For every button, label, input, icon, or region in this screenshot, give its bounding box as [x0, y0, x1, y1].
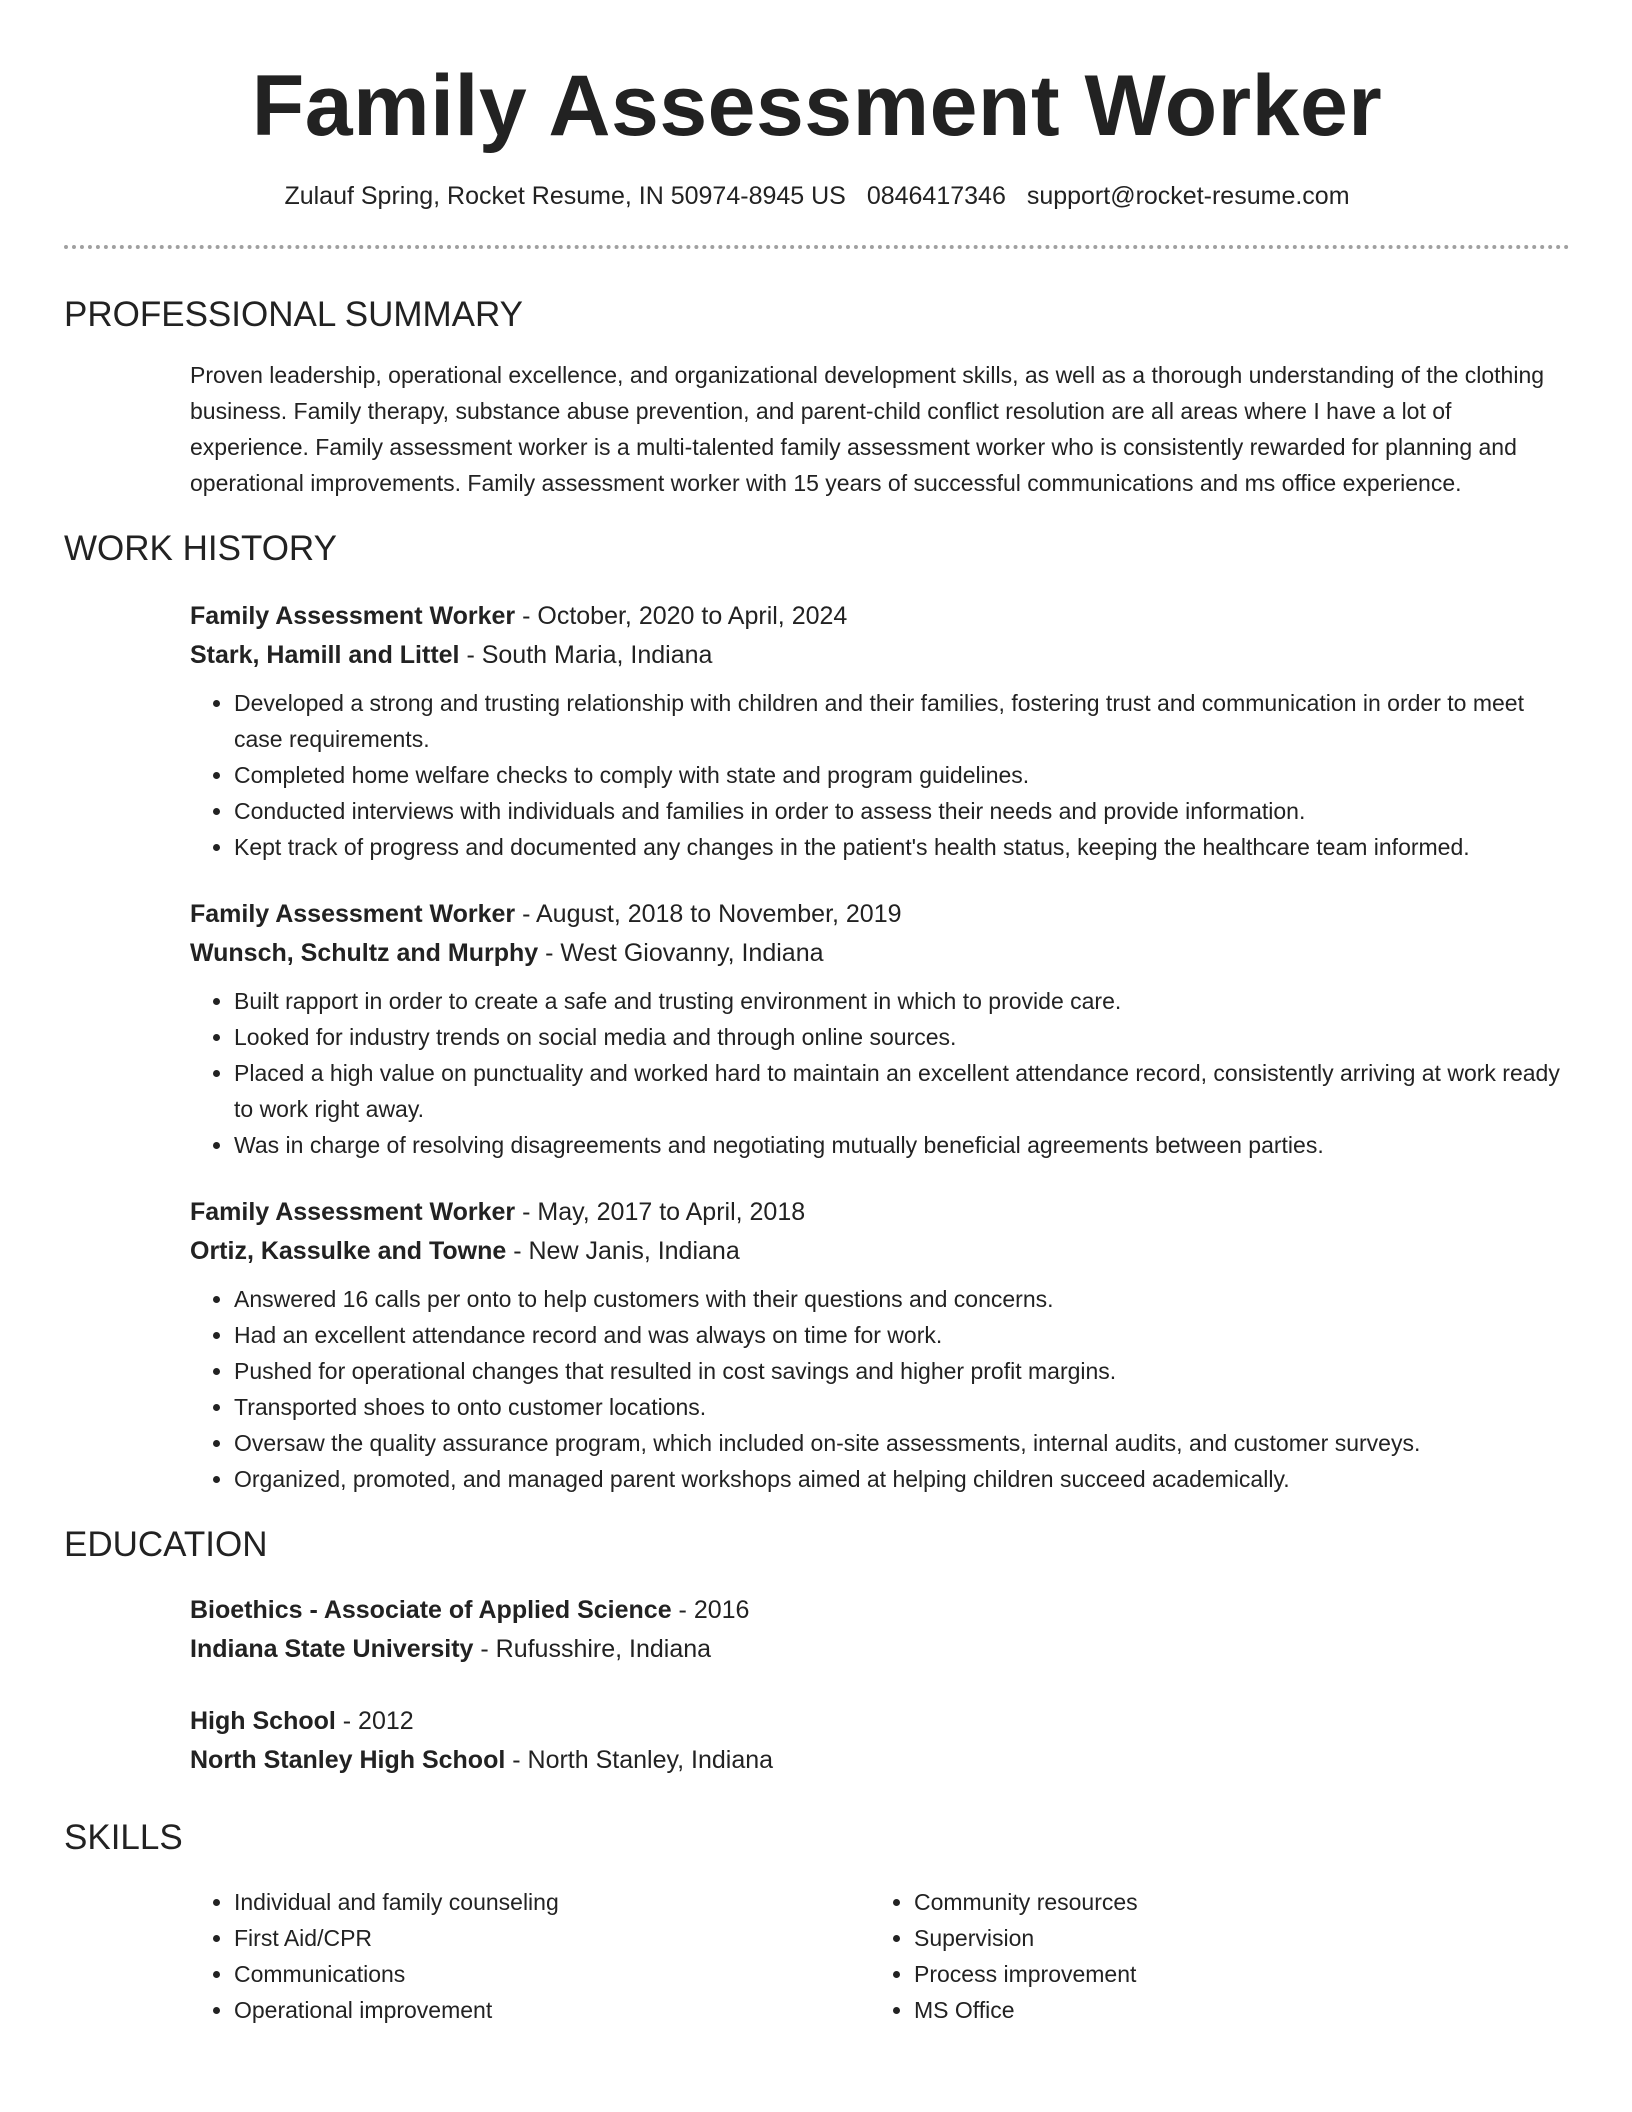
job-bullets	[190, 983, 1570, 1163]
job-company-line	[190, 1232, 1570, 1271]
job-dates: - May, 2017 to April, 2018	[515, 1198, 806, 1226]
job-role-line	[190, 597, 1570, 636]
education-year: - 2016	[671, 1596, 750, 1624]
job-location: - South Maria, Indiana	[459, 641, 713, 669]
education-year: - 2012	[335, 1707, 414, 1735]
job-dates: - August, 2018 to November, 2019	[515, 900, 902, 928]
contact-phone: 0846417346	[866, 182, 1006, 210]
job-dates: - October, 2020 to April, 2024	[515, 602, 848, 630]
education-school-line	[190, 1630, 1570, 1669]
resume-name: Family Assessment Worker	[251, 58, 1383, 154]
skill-item: • Supervision	[914, 1920, 1550, 1956]
section-title-summary: PROFESSIONAL SUMMARY	[64, 295, 523, 334]
education-degree-line	[190, 1591, 1570, 1630]
education-school: Indiana State University	[190, 1635, 474, 1663]
job-bullet: • Pushed for operational changes that resulted in cost savings and higher profit margins.	[234, 1353, 1570, 1389]
job-company: Stark, Hamill and Littel	[190, 641, 460, 669]
job-bullet: • Built rapport in order to create a safe and trusting environment in which to provide care.	[234, 983, 1570, 1019]
skill-item: • Operational improvement	[234, 1992, 870, 2028]
education-entry	[190, 1702, 1570, 1780]
job-entry	[190, 1193, 1570, 1497]
job-bullet: • Organized, promoted, and managed parent workshops aimed at helping children succeed academically.	[234, 1461, 1570, 1497]
job-bullet: • Oversaw the quality assurance program, which included on-site assessments, internal audits, and customer surveys.	[234, 1425, 1570, 1461]
section-title-work-history: WORK HISTORY	[64, 529, 337, 568]
job-bullet: • Conducted interviews with individuals and families in order to assess their needs and provide information.	[234, 793, 1570, 829]
skill-item: • MS Office	[914, 1992, 1550, 2028]
skills-list	[190, 1884, 1570, 2028]
job-entry	[190, 597, 1570, 865]
skill-item: • First Aid/CPR	[234, 1920, 870, 1956]
job-company-line	[190, 934, 1570, 973]
education-school: North Stanley High School	[190, 1746, 506, 1774]
job-company: Wunsch, Schultz and Murphy	[190, 939, 539, 967]
education-location: - North Stanley, Indiana	[505, 1746, 774, 1774]
job-bullets	[190, 685, 1570, 865]
job-company: Ortiz, Kassulke and Towne	[190, 1237, 507, 1265]
skill-item: • Community resources	[914, 1884, 1550, 1920]
skill-item: • Communications	[234, 1956, 870, 1992]
education-degree: High School	[190, 1707, 336, 1735]
job-bullet: • Answered 16 calls per onto to help customers with their questions and concerns.	[234, 1281, 1570, 1317]
education-degree-line	[190, 1702, 1570, 1741]
job-bullet: • Transported shoes to onto customer locations.	[234, 1389, 1570, 1425]
education-location: - Rufusshire, Indiana	[473, 1635, 712, 1663]
contact-line	[64, 180, 1570, 212]
job-location: - West Giovanny, Indiana	[538, 939, 824, 967]
resume-page	[64, 0, 1570, 2028]
job-role-line	[190, 1193, 1570, 1232]
job-role-line	[190, 895, 1570, 934]
skills-column-right	[870, 1884, 1550, 2028]
job-role: Family Assessment Worker	[190, 1198, 516, 1226]
skills-column-left	[190, 1884, 870, 2028]
job-bullet: • Developed a strong and trusting relationship with children and their families, fostering trust and communication in order to meet case requirements.	[234, 685, 1570, 757]
skill-item: • Individual and family counseling	[234, 1884, 870, 1920]
job-bullet: • Kept track of progress and documented any changes in the patient's health status, keeping the healthcare team informed.	[234, 829, 1570, 865]
job-role: Family Assessment Worker	[190, 900, 516, 928]
section-title-skills: SKILLS	[64, 1818, 183, 1857]
job-role: Family Assessment Worker	[190, 602, 516, 630]
contact-email: support@rocket-resume.com	[1026, 182, 1350, 210]
header-divider	[64, 245, 1570, 249]
contact-address: Zulauf Spring, Rocket Resume, IN 50974-8945 US	[284, 182, 846, 210]
summary-text: Proven leadership, operational excellence, and organizational development skills, as well as a thorough understanding of the clothing business. Family therapy, substance abuse prevention, and parent-child conflict resolution are all areas where I have a lot of experience. Family assessment worker is a multi-talented family assessment worker who is consistently rewarded for planning and operational improvements. Family assessment worker with 15 years of successful communications and ms office experience.	[190, 362, 1545, 496]
job-entry	[190, 895, 1570, 1163]
section-title-education: EDUCATION	[64, 1525, 268, 1564]
job-bullet: • Was in charge of resolving disagreements and negotiating mutually beneficial agreements between parties.	[234, 1127, 1570, 1163]
skill-item: • Process improvement	[914, 1956, 1550, 1992]
job-bullets	[190, 1281, 1570, 1497]
job-location: - New Janis, Indiana	[506, 1237, 740, 1265]
job-bullet: • Had an excellent attendance record and was always on time for work.	[234, 1317, 1570, 1353]
job-company-line	[190, 636, 1570, 675]
job-bullet: • Placed a high value on punctuality and worked hard to maintain an excellent attendance record, consistently arriving at work ready to work right away.	[234, 1055, 1570, 1127]
job-bullet: • Completed home welfare checks to comply with state and program guidelines.	[234, 757, 1570, 793]
education-entry	[190, 1591, 1570, 1669]
education-school-line	[190, 1741, 1570, 1780]
job-bullet: • Looked for industry trends on social media and through online sources.	[234, 1019, 1570, 1055]
education-degree: Bioethics - Associate of Applied Science	[190, 1596, 672, 1624]
